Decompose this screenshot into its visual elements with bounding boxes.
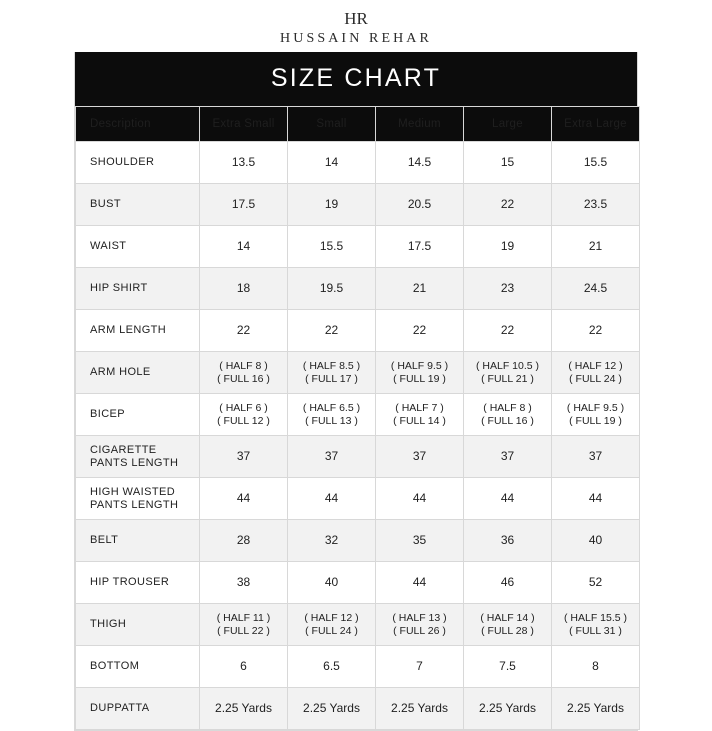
table-cell (200, 310, 288, 352)
cell-value: ( HALF 12 ) (568, 359, 623, 372)
column-header-extra-large: Extra Large (552, 107, 640, 142)
table-row (76, 436, 640, 478)
table-cell (288, 436, 376, 478)
row-label-line: BOTTOM (90, 660, 140, 672)
table-cell (464, 268, 552, 310)
cell-value: 37 (236, 449, 251, 463)
row-label-line: ARM LENGTH (90, 324, 167, 336)
size-chart-table (75, 106, 640, 730)
brand-monogram-icon: HR (344, 9, 368, 28)
cell-value: 46 (500, 575, 515, 589)
cell-value: 17.5 (231, 197, 256, 211)
table-cell (200, 688, 288, 730)
table-cell (552, 268, 640, 310)
table-header-row (76, 107, 640, 142)
cell-value: 52 (588, 575, 603, 589)
cell-value: 37 (500, 449, 515, 463)
table-cell (200, 478, 288, 520)
column-header-extra-small: Extra Small (200, 107, 288, 142)
table-cell (552, 562, 640, 604)
cell-value: 22 (236, 323, 251, 337)
cell-value: ( HALF 11 ) (216, 611, 271, 624)
row-label (76, 226, 200, 268)
table-cell (200, 352, 288, 394)
cell-value: ( FULL 26 ) (393, 624, 446, 637)
table-cell (376, 520, 464, 562)
row-label-line: BICEP (90, 408, 126, 420)
cell-value: 22 (500, 323, 515, 337)
table-cell (552, 688, 640, 730)
cell-value: 44 (588, 491, 603, 505)
cell-value: 2.25 Yards (479, 701, 536, 715)
table-row (76, 604, 640, 646)
table-cell (376, 562, 464, 604)
cell-value: 32 (324, 533, 339, 547)
table-body (76, 142, 640, 730)
cell-value: 19.5 (319, 281, 344, 295)
row-label (76, 184, 200, 226)
row-label (76, 604, 200, 646)
cell-value: 22 (324, 323, 339, 337)
table-cell (464, 478, 552, 520)
row-label (76, 688, 200, 730)
row-label-line: THIGH (90, 618, 127, 630)
size-chart (74, 52, 638, 731)
table-cell (464, 436, 552, 478)
cell-value: ( FULL 17 ) (305, 372, 358, 385)
cell-value: ( FULL 28 ) (481, 624, 534, 637)
cell-value: 2.25 Yards (303, 701, 360, 715)
table-cell (464, 394, 552, 436)
cell-value: ( HALF 13 ) (392, 611, 447, 624)
cell-value: 35 (412, 533, 427, 547)
cell-value: ( FULL 24 ) (569, 372, 622, 385)
table-cell (376, 436, 464, 478)
row-label-line: DUPPATTA (90, 702, 150, 714)
cell-value: 23.5 (583, 197, 608, 211)
row-label-line: BELT (90, 534, 119, 546)
cell-value: ( FULL 12 ) (217, 414, 270, 427)
table-cell (376, 604, 464, 646)
table-head (76, 107, 640, 142)
cell-value: ( FULL 19 ) (569, 414, 622, 427)
row-label-line: WAIST (90, 240, 127, 252)
table-cell (552, 226, 640, 268)
column-header-large: Large (464, 107, 552, 142)
table-cell (200, 520, 288, 562)
table-cell (552, 142, 640, 184)
table-row (76, 520, 640, 562)
table-cell (464, 142, 552, 184)
cell-value: 38 (236, 575, 251, 589)
cell-value: ( HALF 15.5 ) (563, 611, 628, 624)
cell-value: ( HALF 8 ) (219, 359, 268, 372)
cell-value: ( FULL 22 ) (217, 624, 270, 637)
row-label (76, 352, 200, 394)
row-label (76, 520, 200, 562)
table-cell (464, 646, 552, 688)
cell-value: ( FULL 31 ) (569, 624, 622, 637)
row-label-line: HIGH WAISTED (90, 485, 176, 498)
table-row (76, 646, 640, 688)
cell-value: 6 (240, 659, 247, 673)
table-row (76, 226, 640, 268)
cell-value: ( HALF 12 ) (304, 611, 359, 624)
table-row (76, 184, 640, 226)
cell-value: 40 (588, 533, 603, 547)
cell-value: 37 (324, 449, 339, 463)
table-cell (552, 184, 640, 226)
chart-title: SIZE CHART (75, 52, 637, 106)
cell-value: ( HALF 10.5 ) (475, 359, 540, 372)
cell-value: ( FULL 16 ) (217, 372, 270, 385)
table-row (76, 562, 640, 604)
table-cell (376, 268, 464, 310)
cell-value: 2.25 Yards (215, 701, 272, 715)
cell-value: ( HALF 9.5 ) (566, 401, 625, 414)
table-cell (464, 562, 552, 604)
table-cell (288, 352, 376, 394)
cell-value: 2.25 Yards (567, 701, 624, 715)
cell-value: 8 (592, 659, 599, 673)
table-cell (552, 478, 640, 520)
table-cell (376, 142, 464, 184)
table-cell (464, 310, 552, 352)
cell-value: ( HALF 8 ) (483, 401, 532, 414)
cell-value: 2.25 Yards (391, 701, 448, 715)
table-cell (464, 604, 552, 646)
table-cell (200, 268, 288, 310)
table-row (76, 268, 640, 310)
table-cell (288, 646, 376, 688)
cell-value: 22 (412, 323, 427, 337)
table-cell (552, 436, 640, 478)
cell-value: ( HALF 6 ) (219, 401, 268, 414)
cell-value: 15 (500, 155, 515, 169)
table-cell (552, 604, 640, 646)
cell-value: ( HALF 8.5 ) (302, 359, 361, 372)
table-cell (464, 688, 552, 730)
cell-value: 44 (500, 491, 515, 505)
table-cell (200, 184, 288, 226)
cell-value: 23 (500, 281, 515, 295)
table-cell (200, 562, 288, 604)
cell-value: 44 (412, 575, 427, 589)
cell-value: 37 (412, 449, 427, 463)
table-cell (376, 688, 464, 730)
column-header-small: Small (288, 107, 376, 142)
table-cell (464, 352, 552, 394)
row-label-line: HIP TROUSER (90, 576, 170, 588)
row-label (76, 562, 200, 604)
row-label (76, 646, 200, 688)
cell-value: ( HALF 6.5 ) (302, 401, 361, 414)
table-cell (288, 394, 376, 436)
cell-value: 15.5 (583, 155, 608, 169)
cell-value: 24.5 (583, 281, 608, 295)
table-row (76, 478, 640, 520)
brand-header (0, 0, 712, 47)
cell-value: 44 (324, 491, 339, 505)
row-label-line: CIGARETTE (90, 443, 157, 456)
cell-value: 7 (416, 659, 423, 673)
cell-value: ( FULL 21 ) (481, 372, 534, 385)
table-cell (376, 646, 464, 688)
cell-value: 37 (588, 449, 603, 463)
cell-value: 40 (324, 575, 339, 589)
table-cell (376, 226, 464, 268)
table-cell (288, 604, 376, 646)
row-label-line: PANTS LENGTH (90, 498, 179, 511)
row-label (76, 436, 200, 478)
row-label (76, 310, 200, 352)
cell-value: 19 (500, 239, 515, 253)
row-label-line: BUST (90, 198, 121, 210)
cell-value: 6.5 (323, 659, 340, 673)
table-cell (464, 226, 552, 268)
cell-value: 28 (236, 533, 251, 547)
row-label-line: ARM HOLE (90, 366, 151, 378)
cell-value: ( HALF 9.5 ) (390, 359, 449, 372)
table-cell (288, 310, 376, 352)
table-cell (376, 184, 464, 226)
table-cell (464, 184, 552, 226)
table-cell (288, 562, 376, 604)
table-row (76, 394, 640, 436)
cell-value: 13.5 (231, 155, 256, 169)
table-cell (376, 352, 464, 394)
cell-value: 19 (324, 197, 339, 211)
table-cell (552, 520, 640, 562)
table-cell (288, 184, 376, 226)
table-cell (288, 142, 376, 184)
cell-value: 44 (236, 491, 251, 505)
cell-value: 18 (236, 281, 251, 295)
table-row (76, 688, 640, 730)
row-label (76, 268, 200, 310)
cell-value: 21 (412, 281, 427, 295)
cell-value: 14 (324, 155, 339, 169)
row-label-line: PANTS LENGTH (90, 456, 179, 469)
table-cell (200, 604, 288, 646)
column-header-description: Description (76, 107, 200, 142)
table-row (76, 310, 640, 352)
table-cell (288, 688, 376, 730)
table-cell (200, 142, 288, 184)
row-label (76, 478, 200, 520)
cell-value: 20.5 (407, 197, 432, 211)
table-row (76, 352, 640, 394)
table-cell (288, 520, 376, 562)
table-cell (376, 310, 464, 352)
table-cell (464, 520, 552, 562)
cell-value: 15.5 (319, 239, 344, 253)
table-cell (200, 646, 288, 688)
cell-value: 17.5 (407, 239, 432, 253)
cell-value: ( HALF 14 ) (480, 611, 535, 624)
cell-value: 21 (588, 239, 603, 253)
row-label (76, 394, 200, 436)
cell-value: ( HALF 7 ) (395, 401, 444, 414)
cell-value: ( FULL 16 ) (481, 414, 534, 427)
table-cell (200, 436, 288, 478)
table-cell (552, 646, 640, 688)
table-cell (376, 478, 464, 520)
cell-value: 44 (412, 491, 427, 505)
table-row (76, 142, 640, 184)
cell-value: 7.5 (499, 659, 516, 673)
table-cell (288, 268, 376, 310)
row-label-line: HIP SHIRT (90, 282, 148, 294)
table-cell (200, 394, 288, 436)
table-cell (376, 394, 464, 436)
cell-value: ( FULL 13 ) (305, 414, 358, 427)
table-cell (552, 352, 640, 394)
row-label (76, 142, 200, 184)
cell-value: 14 (236, 239, 251, 253)
cell-value: ( FULL 14 ) (393, 414, 446, 427)
cell-value: ( FULL 19 ) (393, 372, 446, 385)
table-cell (552, 310, 640, 352)
table-cell (552, 394, 640, 436)
cell-value: 22 (500, 197, 515, 211)
table-cell (288, 478, 376, 520)
cell-value: ( FULL 24 ) (305, 624, 358, 637)
table-cell (288, 226, 376, 268)
cell-value: 36 (500, 533, 515, 547)
column-header-medium: Medium (376, 107, 464, 142)
cell-value: 22 (588, 323, 603, 337)
cell-value: 14.5 (407, 155, 432, 169)
row-label-line: SHOULDER (90, 156, 155, 168)
table-cell (200, 226, 288, 268)
brand-name: HUSSAIN REHAR (280, 31, 432, 46)
